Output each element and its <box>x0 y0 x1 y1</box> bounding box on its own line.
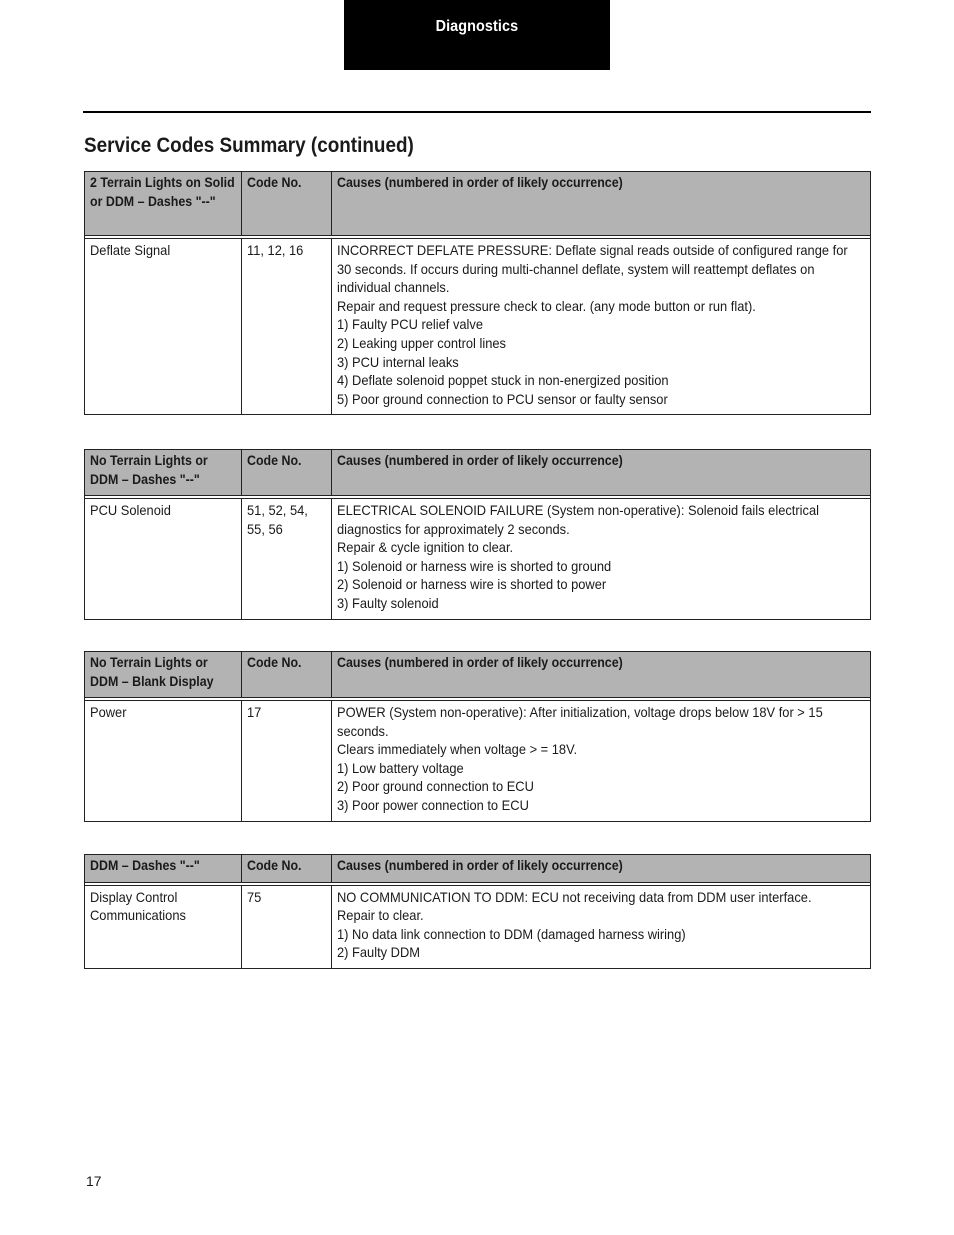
causes-cell <box>332 239 871 415</box>
cause-line: 1) No data link connection to DDM (damaged harness wiring) <box>337 925 686 942</box>
cause-line: 2) Solenoid or harness wire is shorted to power <box>337 576 607 593</box>
cause-line: 1) Solenoid or harness wire is shorted to ground <box>337 557 612 574</box>
header-causes: Causes (numbered in order of likely occurrence) <box>332 855 871 883</box>
table-header-row <box>85 652 871 698</box>
table-header-row <box>85 855 871 883</box>
cause-line: Repair and request pressure check to clear. (any mode button or run flat). <box>337 297 756 314</box>
header-code-no: Code No. <box>242 855 332 883</box>
header-code-no: Code No. <box>242 450 332 496</box>
component-cell: Display Control Communications <box>85 885 242 968</box>
header-causes: Causes (numbered in order of likely occurrence) <box>332 652 871 698</box>
table-row <box>85 499 871 620</box>
section-tab <box>344 0 610 70</box>
code-cell: 51, 52, 54, 55, 56 <box>242 499 332 620</box>
component-cell: Power <box>85 701 242 822</box>
service-code-table-2 <box>84 449 871 620</box>
cause-line: 3) Poor power connection to ECU <box>337 796 529 813</box>
code-cell: 11, 12, 16 <box>242 239 332 415</box>
header-rule <box>83 111 871 113</box>
cause-line: 4) Deflate solenoid poppet stuck in non-energized position <box>337 372 669 389</box>
header-code-no: Code No. <box>242 652 332 698</box>
causes-cell <box>332 885 871 968</box>
service-code-table-3 <box>84 651 871 822</box>
section-tab-label: Diagnostics <box>435 18 519 35</box>
table-row <box>85 239 871 415</box>
causes-cell <box>332 701 871 822</box>
cause-line: Repair & cycle ignition to clear. <box>337 539 514 556</box>
header-symptom: No Terrain Lights or DDM – Dashes "--" <box>85 450 242 496</box>
component-cell: Deflate Signal <box>85 239 242 415</box>
header-causes: Causes (numbered in order of likely occurrence) <box>332 450 871 496</box>
cause-line: 3) PCU internal leaks <box>337 353 459 370</box>
table-row <box>85 701 871 822</box>
code-cell: 75 <box>242 885 332 968</box>
component-cell: PCU Solenoid <box>85 499 242 620</box>
cause-line: 2) Faulty DDM <box>337 944 421 961</box>
cause-line: NO COMMUNICATION TO DDM: ECU not receiving data from DDM user interface. <box>337 888 812 905</box>
header-code-no: Code No. <box>242 172 332 236</box>
page-title: Service Codes Summary (continued) <box>84 134 414 157</box>
cause-line: POWER (System non-operative): After initialization, voltage drops below 18V for > 15 seconds. <box>337 704 823 739</box>
cause-line: 5) Poor ground connection to PCU sensor or faulty sensor <box>337 390 668 407</box>
service-code-table-4 <box>84 854 871 969</box>
cause-line: 3) Faulty solenoid <box>337 594 439 611</box>
cause-line: Repair to clear. <box>337 907 424 924</box>
cause-line: 2) Leaking upper control lines <box>337 334 506 351</box>
header-symptom: 2 Terrain Lights on Solid or DDM – Dashes "--" <box>85 172 242 236</box>
service-code-table-1 <box>84 171 871 415</box>
code-cell: 17 <box>242 701 332 822</box>
cause-line: ELECTRICAL SOLENOID FAILURE (System non-operative): Solenoid fails electrical diagnostics for approximately 2 seconds. <box>337 502 819 537</box>
cause-line: 2) Poor ground connection to ECU <box>337 778 534 795</box>
header-causes: Causes (numbered in order of likely occurrence) <box>332 172 871 236</box>
table-row <box>85 885 871 968</box>
causes-cell <box>332 499 871 620</box>
header-symptom: DDM – Dashes "--" <box>85 855 242 883</box>
page-number: 17 <box>86 1173 102 1189</box>
table-header-row <box>85 450 871 496</box>
cause-line: INCORRECT DEFLATE PRESSURE: Deflate signal reads outside of configured range for 30 seconds. If occurs during multi-channel deflate, system will reattempt deflates on individual channels. <box>337 242 848 296</box>
cause-line: Clears immediately when voltage > = 18V. <box>337 741 578 758</box>
cause-line: 1) Low battery voltage <box>337 759 464 776</box>
header-symptom: No Terrain Lights or DDM – Blank Display <box>85 652 242 698</box>
cause-line: 1) Faulty PCU relief valve <box>337 316 484 333</box>
table-header-row <box>85 172 871 236</box>
